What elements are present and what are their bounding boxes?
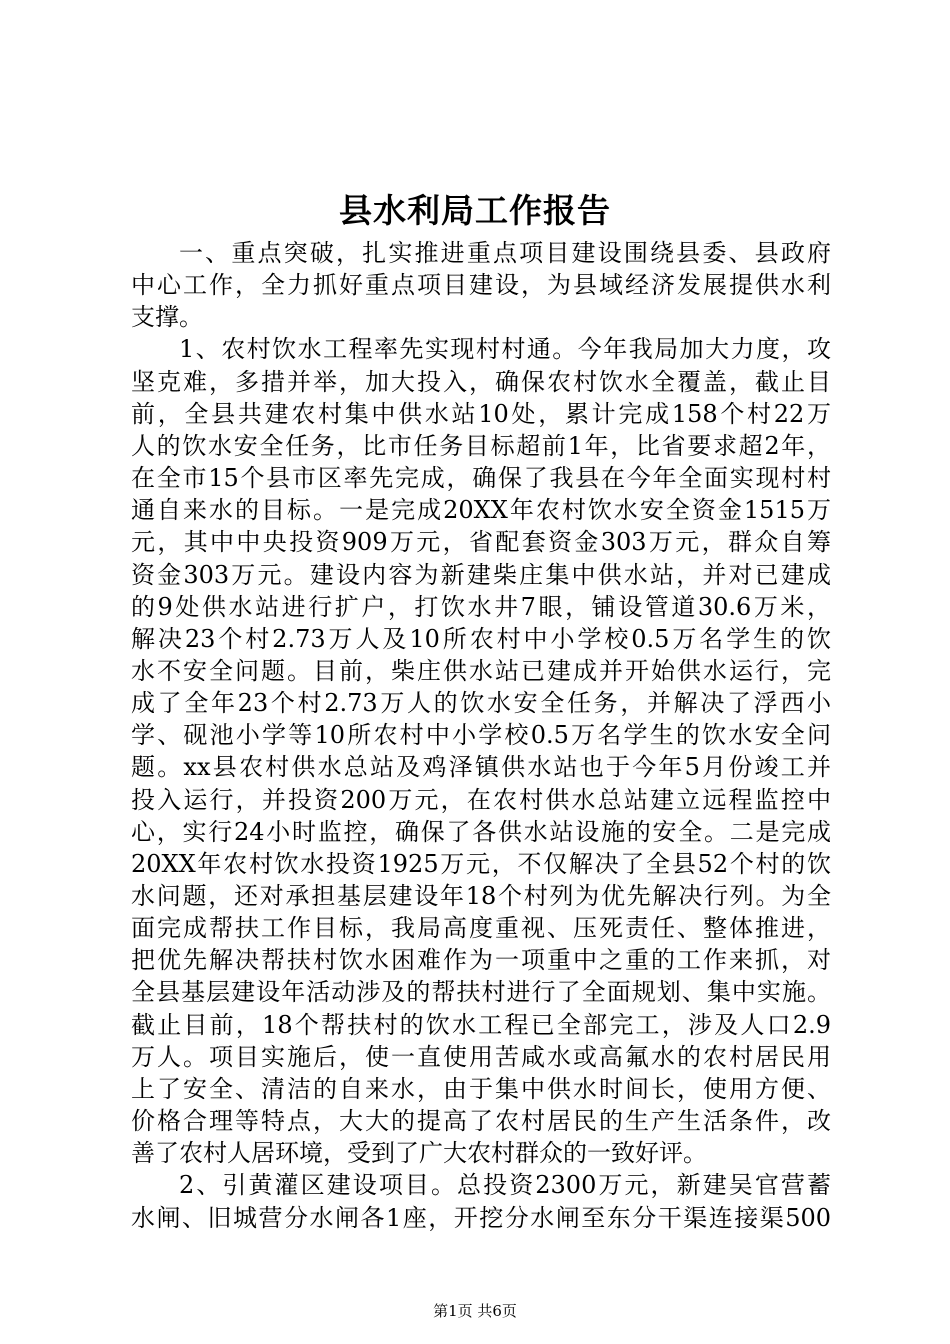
text-line: 坚克难，多措并举，加大投入，确保农村饮水全覆盖，截止目: [131, 367, 831, 396]
text-line: 1、农村饮水工程率先实现村村通。今年我局加大力度，攻: [179, 335, 831, 364]
text-line: 把优先解决帮扶村饮水困难作为一项重中之重的工作来抓，对: [131, 946, 831, 975]
text-line: 投入运行，并投资200万元，在农村供水总站建立远程监控中: [131, 785, 831, 814]
text-line: 元，其中中央投资909万元，省配套资金303万元，群众自筹: [131, 528, 831, 557]
text-line: 的9处供水站进行扩户，打饮水井7眼，铺设管道30.6万米，: [131, 592, 831, 621]
text-line: 支撑。: [131, 303, 203, 332]
text-line: 心，实行24小时监控，确保了各供水站设施的安全。二是完成: [131, 817, 831, 846]
page-footer: 第1页 共6页: [433, 1302, 517, 1320]
text-line: 水问题，还对承担基层建设年18个村列为优先解决行列。为全: [131, 882, 831, 910]
page-title: 县水利局工作报告: [339, 191, 611, 230]
text-line: 人的饮水安全任务，比市任务目标超前1年，比省要求超2年，: [131, 431, 831, 460]
text-line: 中心工作，全力抓好重点项目建设，为县域经济发展提供水利: [131, 271, 831, 300]
text-line: 题。xx县农村供水总站及鸡泽镇供水站也于今年5月份竣工并: [131, 753, 831, 782]
text-line: 资金303万元。建设内容为新建柴庄集中供水站，并对已建成: [131, 560, 831, 589]
text-line: 在全市15个县市区率先完成，确保了我县在今年全面实现村村: [131, 464, 831, 493]
text-line: 学、砚池小学等10所农村中小学校0.5万名学生的饮水安全问: [131, 721, 831, 750]
text-line: 水不安全问题。目前，柴庄供水站已建成并开始供水运行，完: [131, 656, 831, 685]
text-line: 善了农村人居环境，受到了广大农村群众的一致好评。: [131, 1139, 707, 1168]
text-line: 通自来水的目标。一是完成20XX年农村饮水安全资金1515万: [131, 496, 831, 525]
text-line: 20XX年农村饮水投资1925万元，不仅解决了全县52个村的饮: [131, 849, 831, 878]
text-line: 面完成帮扶工作目标，我局高度重视、压死责任、整体推进，: [131, 914, 831, 943]
text-line: 水闸、旧城营分水闸各1座，开挖分水闸至东分干渠连接渠500: [131, 1203, 831, 1232]
text-line: 2、引黄灌区建设项目。总投资2300万元，新建吴官营蓄: [179, 1171, 831, 1200]
text-line: 成了全年23个村2.73万人的饮水安全任务，并解决了浮西小: [131, 689, 831, 718]
text-line: 截止目前，18个帮扶村的饮水工程已全部完工，涉及人口2.9: [131, 1010, 831, 1039]
text-line: 解决23个村2.73万人及10所农村中小学校0.5万名学生的饮: [131, 624, 831, 653]
text-line: 价格合理等特点，大大的提高了农村居民的生产生活条件，改: [131, 1107, 831, 1136]
text-line: 全县基层建设年活动涉及的帮扶村进行了全面规划、集中实施。: [131, 978, 831, 1007]
text-line: 一、重点突破，扎实推进重点项目建设围绕县委、县政府: [179, 239, 831, 267]
text-line: 上了安全、清洁的自来水，由于集中供水时间长，使用方便、: [131, 1074, 831, 1103]
text-line: 万人。项目实施后，使一直使用苦咸水或高氟水的农村居民用: [131, 1042, 831, 1071]
text-line: 前，全县共建农村集中供水站10处，累计完成158个村22万: [131, 399, 831, 428]
